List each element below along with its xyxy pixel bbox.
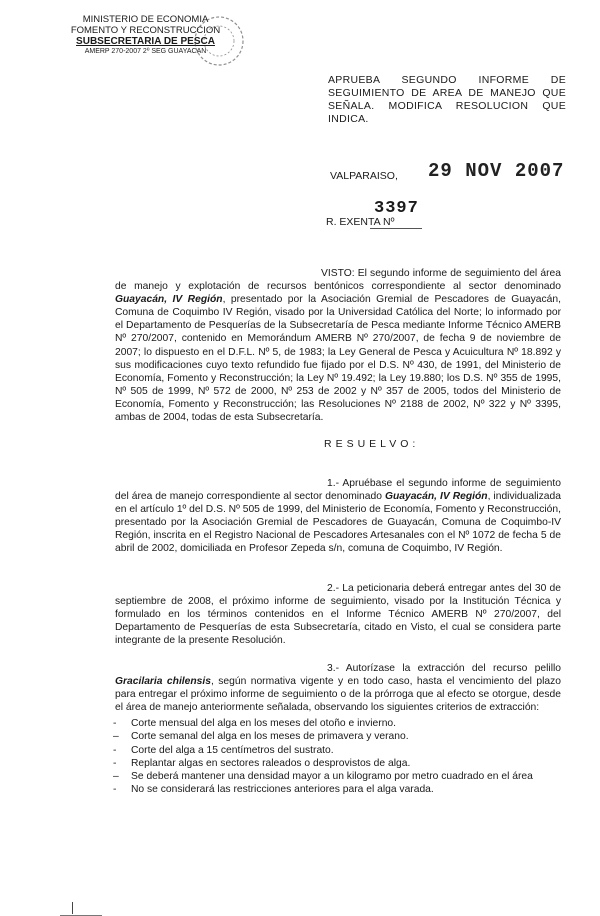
extraction-criteria-list — [113, 717, 563, 797]
list-item-text: Replantar algas en sectores raleados o desprovistos de alga. — [131, 757, 411, 769]
article-1-text-2: , individualizada en el artículo 1º del D.S. Nº 505 de 1999, del Ministerio de Economía, Fomento y Reconstrucción, presentado por la Asociación Gremial de Pescadores de Guayacán, Comuna de Coquimbo-IV Región, inscrita en el Registro Nacional de Pescadores Artesanales con el Nº 1072 de fecha 5 de abril de 2002, domiciliada en Profesor Zepeda s/n, comuna de Coquimbo, IV Región. — [115, 491, 561, 555]
ministry-name: MINISTERIO DE ECONOMIA — [82, 14, 209, 25]
list-item-text: Se deberá mantener una densidad mayor a un kilogramo por metro cuadrado en el área — [131, 771, 533, 783]
list-item-text: No se considerará las restricciones anteriores para el alga varada. — [131, 784, 434, 796]
visto-text-2: , presentado por la Asociación Gremial de Pescadores de Guayacán, Comuna de Coquimbo IV Región, visado por la Universidad Católica del Norte; lo informado por el Departamento de Pesquerías de la Subsecretaría de Pesca mediante Informe Técnico AMERB Nº 270/2007, contenido en Memorándum AMERB Nº 270/2007, de fecha 9 de noviembre de 2007; lo dispuesto en el D.F.L. Nº 5, de 1983; la Ley General de Pesca y Acuicultura Nº 18.892 y sus modificaciones cuyo texto refundido fue fijado por el D.S. Nº 430, de 1991, del Ministerio de Economía, Fomento y Reconstrucción; la Ley Nº 19.492; la Ley 19.880; los D.S. Nº 355 de 1995, Nº 505 de 1999, Nº 572 de 2000, Nº 253 de 2002 y Nº 357 de 2005, todos del Ministerio de Economía, Fomento y Reconstrucción; las Resoluciones Nº 2188 de 2002, Nº 322 y Nº 3395, ambas de 2004, todas de esta Subsecretaría. — [115, 294, 561, 424]
list-item-text: Corte mensual del alga en los meses del otoño e invierno. — [131, 718, 397, 729]
resolution-summary — [328, 74, 566, 126]
city: VALPARAISO, — [330, 170, 398, 182]
article-2 — [115, 582, 561, 647]
article-3-text-2: , según normativa vigente y en todo caso, hasta el vencimiento del plazo para entregar el próximo informe de seguimiento o de la prórroga que al efecto se otorgue, desde el área de manejo anteriormente señalada, observando los siguientes criterios de extracción: — [115, 676, 561, 714]
date-stamp: 29 NOV 2007 — [428, 160, 565, 182]
list-dash: - — [113, 744, 117, 756]
sector-name: Guayacán, IV Región — [384, 491, 488, 503]
summary-line: APRUEBA SEGUNDO INFORME DE — [328, 74, 566, 86]
list-item-text: Corte semanal del alga en los meses de primavera y verano. — [131, 731, 409, 743]
summary-line: SEGUIMIENTO DE AREA DE MANEJO QUE — [328, 87, 566, 99]
list-item — [113, 757, 563, 770]
article-1-text: 1.- Apruébase el segundo informe de seguimiento del área de manejo correspondiente al sector denominado — [115, 478, 561, 503]
species-name: Gracilaria chilensis — [115, 676, 211, 688]
summary-line: INDICA. — [328, 113, 369, 125]
visto-text: El segundo informe de seguimiento del área de manejo y explotación de recursos bentónicos correspondiente al sector denominado — [115, 268, 561, 293]
list-dash: - — [113, 757, 117, 769]
article-2-text: 2.- La peticionaria deberá entregar antes del 30 de septiembre de 2008, el próximo informe de seguimiento, visado por la Institución Técnica y formulado en los términos contenidos en el Informe Técnico AMERB Nº 270/2007, del Departamento de Pesquerías de esta Subsecretaría, citado en Visto, el cual se considera parte integrante de la presente Resolución. — [115, 583, 561, 647]
article-3-text: 3.- Autorízase la extracción del recurso pelillo — [327, 663, 561, 674]
visto-lead: VISTO: — [321, 268, 355, 279]
resuelvo-heading: RESUELVO: — [324, 438, 420, 450]
article-3 — [115, 662, 561, 714]
file-reference: AMERP 270-2007 2º SEG GUAYACAN — [84, 48, 207, 55]
list-item — [113, 783, 563, 796]
visto-paragraph — [115, 267, 561, 424]
list-item — [113, 744, 563, 757]
list-item — [113, 717, 563, 730]
summary-line: SEÑALA. MODIFICA RESOLUCION QUE — [328, 100, 566, 112]
article-1 — [115, 477, 561, 556]
subsecretariat-name: SUBSECRETARIA DE PESCA — [76, 36, 215, 47]
list-item — [113, 770, 563, 783]
list-item — [113, 730, 563, 743]
seal-stamp-icon — [192, 14, 246, 68]
list-dash: - — [113, 718, 117, 729]
list-item-text: Corte del alga a 15 centímetros del sustrato. — [131, 744, 334, 756]
list-dash: - — [113, 784, 117, 796]
page-mark — [72, 902, 73, 914]
list-dash: – — [113, 731, 119, 743]
resolution-number-label: R. EXENTA Nº — [326, 216, 395, 228]
ministry-name-2: FOMENTO Y RECONSTRUCCION — [70, 25, 221, 36]
resolution-number: 3397 — [374, 199, 419, 218]
number-underline — [370, 228, 422, 229]
sector-name: Guayacán, IV Región — [115, 294, 223, 306]
list-dash: – — [113, 771, 119, 783]
